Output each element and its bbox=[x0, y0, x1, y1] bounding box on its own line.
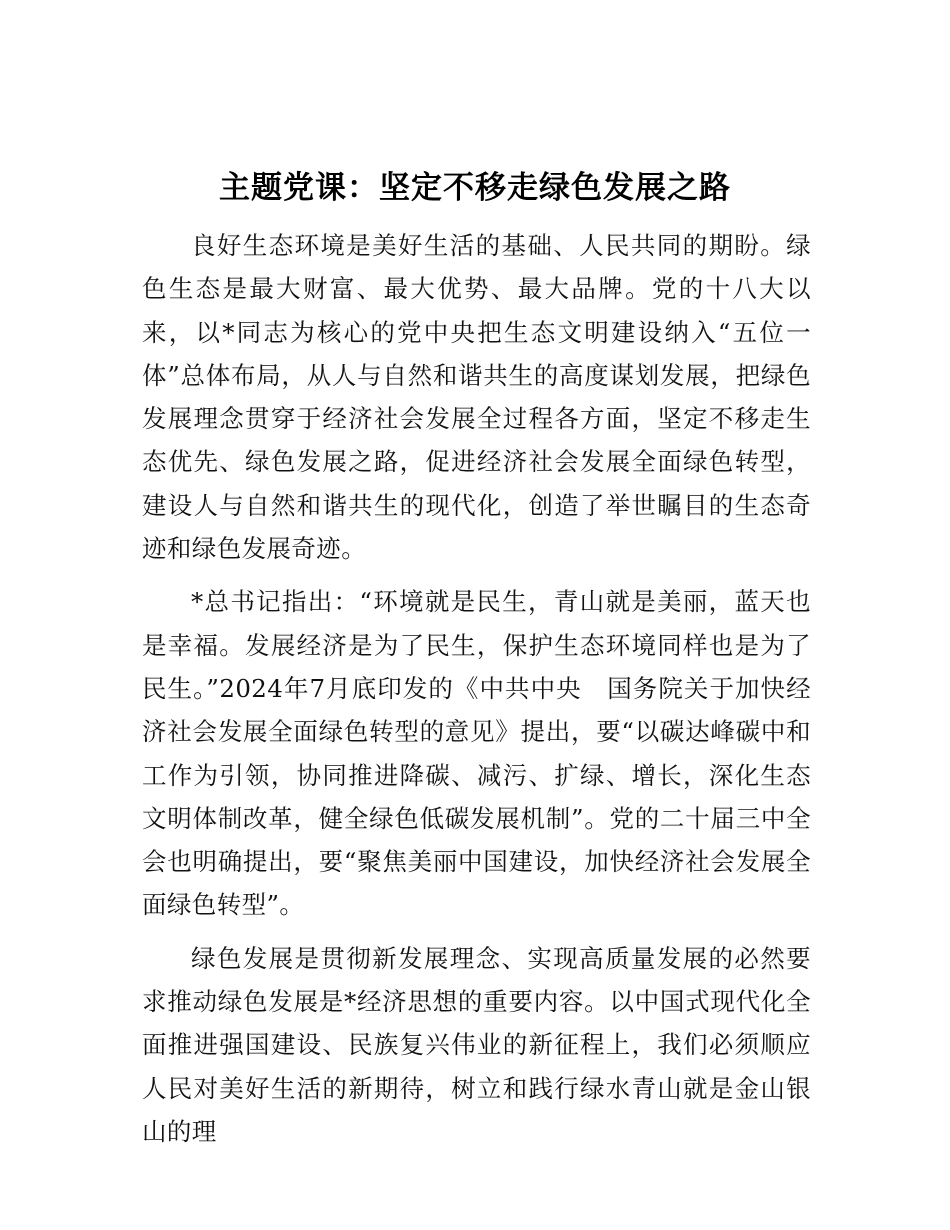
paragraph-3: 绿色发展是贯彻新发展理念、实现高质量发展的必然要求推动绿色发展是*经济思想的重要内容。以中国式现代化全面推进强国建设、民族复兴伟业的新征程上，我们必须顺应人民对美好生活的新期待，树立和践行绿水青山就是金山银山的理 bbox=[142, 943, 811, 1146]
paragraph-2: *总书记指出：“环境就是民生，青山就是美丽，蓝天也是幸福。发展经济是为了民生，保护生态环境同样也是为了民生。”2024年7月底印发的《中共中央 国务院关于加快经济社会发展全面绿色转型的意见》提出，要“以碳达峰碳中和工作为引领，协同推进降碳、减污、扩绿、增长，深化生态文明体制改革，健全绿色低碳发展机制”。党的二十届三中全会也明确提出，要“聚焦美丽中国建设，加快经济社会发展全面绿色转型”。 bbox=[142, 587, 811, 920]
paragraph-1: 良好生态环境是美好生活的基础、人民共同的期盼。绿色生态是最大财富、最大优势、最大品牌。党的十八大以来，以*同志为核心的党中央把生态文明建设纳入“五位一体”总体布局，从人与自然和谐共生的高度谋划发展，把绿色发展理念贯穿于经济社会发展全过程各方面，坚定不移走生态优先、绿色发展之路，促进经济社会发展全面绿色转型，建设人与自然和谐共生的现代化，创造了举世瞩目的生态奇迹和绿色发展奇迹。 bbox=[142, 231, 811, 564]
document-title: 主题党课：坚定不移走绿色发展之路 bbox=[219, 170, 731, 206]
document-body bbox=[142, 224, 811, 1153]
